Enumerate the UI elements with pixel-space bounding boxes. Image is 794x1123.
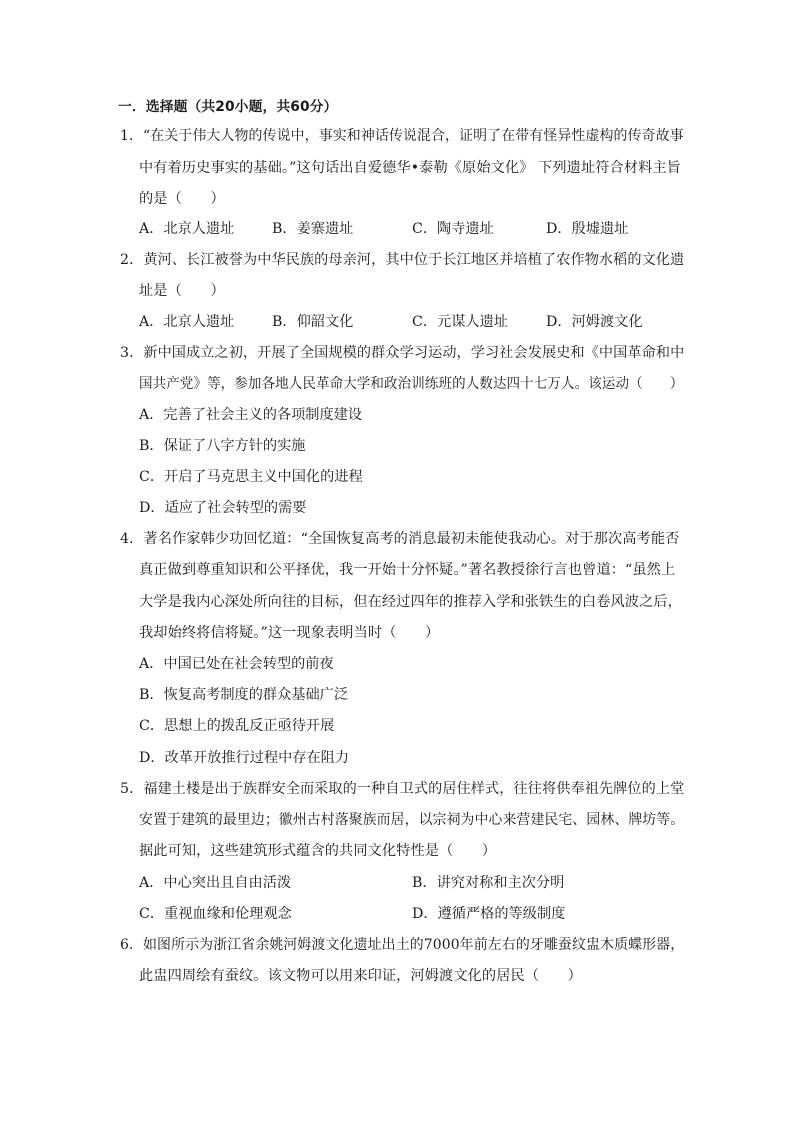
question-5-line-1: 5．福建土楼是出于族群安全而采取的一种自卫式的居住样式，往往将供奉祖先牌位的上堂 xyxy=(120,781,685,797)
question-1-line-2: 中有着历史事实的基础。”这句话出自爱德华•泰勒《原始文化》 下列遗址符合材料主旨 xyxy=(139,160,681,176)
question-2-option-a[interactable]: A．北京人遗址 xyxy=(139,314,235,330)
question-1-line-1: 1．“在关于伟大人物的传说中，事实和神话传说混合，证明了在带有怪异性虚构的传奇故事 xyxy=(120,128,684,144)
question-4-option-d[interactable]: D．改革开放推行过程中存在阻力 xyxy=(139,750,350,766)
question-2-line-1: 2．黄河、长江被誉为中华民族的母亲河，其中位于长江地区并培植了农作物水稻的文化遗 xyxy=(120,252,685,268)
question-1-option-c[interactable]: C．陶寺遗址 xyxy=(412,221,494,237)
question-6-line-2: 此盅四周绘有蚕纹。该文物可以用来印证，河姆渡文化的居民（ ） xyxy=(139,968,582,984)
question-3-option-a[interactable]: A．完善了社会主义的各项制度建设 xyxy=(139,407,363,423)
question-5-option-c[interactable]: C．重视血缘和伦理观念 xyxy=(139,906,292,922)
question-1-line-3: 的是（ ） xyxy=(139,191,225,207)
question-4-line-4: 我却始终将信将疑。”这一现象表明当时（ ） xyxy=(139,625,440,641)
question-5-option-d[interactable]: D．遵循严格的等级制度 xyxy=(412,906,566,922)
question-2-line-2: 址是（ ） xyxy=(139,283,225,299)
section-title: 一．选择题（共20小题，共60分） xyxy=(118,99,338,115)
question-1-option-b[interactable]: B．姜寨遗址 xyxy=(272,221,354,237)
question-1-option-a[interactable]: A．北京人遗址 xyxy=(139,221,235,237)
question-6-line-1: 6．如图所示为浙江省余姚河姆渡文化遗址出土的7000年前左右的牙雕蚕纹盅木质蝶形器， xyxy=(120,937,685,953)
question-4-option-c[interactable]: C．思想上的拨乱反正亟待开展 xyxy=(139,718,335,734)
question-3-option-b[interactable]: B．保证了八字方针的实施 xyxy=(139,438,306,454)
question-1-option-d[interactable]: D．殷墟遗址 xyxy=(546,221,629,237)
question-3-option-c[interactable]: C．开启了马克思主义中国化的进程 xyxy=(139,469,363,485)
question-2-option-b[interactable]: B．仰韶文化 xyxy=(272,314,354,330)
question-5-option-a[interactable]: A．中心突出且自由活泼 xyxy=(139,875,292,891)
question-5-line-3: 据此可知，这些建筑形式蕴含的共同文化特性是（ ） xyxy=(139,843,497,859)
question-4-line-3: 大学是我内心深处所向往的目标，但在经过四年的推荐入学和张铁生的白卷风波之后， xyxy=(139,594,682,610)
question-4-line-2: 真正做到尊重知识和公平择优，我一开始十分怀疑。”著名教授徐行言也曾道：“虽然上 xyxy=(139,562,676,578)
question-5-line-2: 安置于建筑的最里边；徽州古村落聚族而居，以宗祠为中心来营建民宅、园林、牌坊等。 xyxy=(139,812,685,828)
question-3-line-2: 国共产党》等，参加各地人民革命大学和政治训练班的人数达四十七万人。该运动（ ） xyxy=(139,376,684,392)
question-2-option-c[interactable]: C．元谋人遗址 xyxy=(412,314,508,330)
question-3-line-1: 3．新中国成立之初，开展了全国规模的群众学习运动，学习社会发展史和《中国革命和中 xyxy=(120,345,685,361)
question-3-option-d[interactable]: D．适应了社会转型的需要 xyxy=(139,500,307,516)
question-4-option-b[interactable]: B．恢复高考制度的群众基础广泛 xyxy=(139,687,349,703)
question-4-line-1: 4．著名作家韩少功回忆道：“全国恢复高考的消息最初未能使我动心。对于那次高考能否 xyxy=(120,531,680,547)
question-5-option-b[interactable]: B．讲究对称和主次分明 xyxy=(412,875,565,891)
question-4-option-a[interactable]: A．中国已处在社会转型的前夜 xyxy=(139,656,334,672)
question-2-option-d[interactable]: D．河姆渡文化 xyxy=(546,314,643,330)
